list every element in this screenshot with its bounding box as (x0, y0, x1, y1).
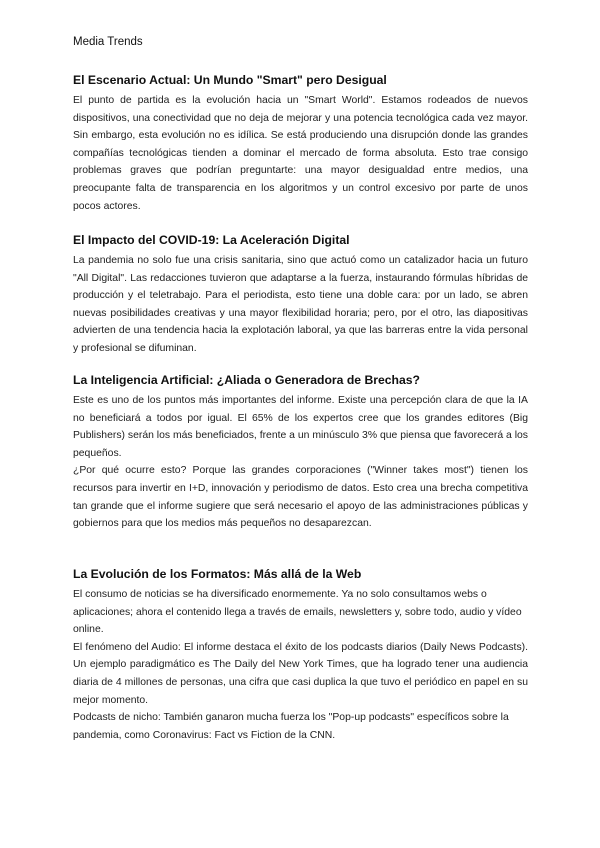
section-heading: La Inteligencia Artificial: ¿Aliada o Generadora de Brechas? (73, 373, 420, 387)
section-paragraph: Este es uno de los puntos más importantes del informe. Existe una percepción clara de que la IA no beneficiará a todos por igual. El 65% de los expertos cree que los grandes editores (Big Publishers) serán los más beneficiados, frente a un minúsculo 3% que piensa que favorecerá a los pequeños. (73, 395, 528, 459)
section-heading: El Escenario Actual: Un Mundo "Smart" pero Desigual (73, 73, 387, 87)
section-heading: El Impacto del COVID-19: La Aceleración Digital (73, 233, 350, 247)
section-covid-impact (73, 232, 528, 358)
section-paragraph: El punto de partida es la evolución hacia un "Smart World". Estamos rodeados de nuevos dispositivos, una conectividad que no deja de mejorar y una potencia tecnológica cada vez mayor. Sin embargo, esta evolución no es idílica. Se está produciendo una disrupción donde las grandes compañías tecnológicas tienden a dominar el mercado de forma absoluta. Esto trae consigo problemas graves que podrían preguntarte: una mayor desigualdad entre medios, una preocupante falta de transparencia en los algoritmos y un control excesivo por parte de unos pocos actores. (73, 95, 528, 212)
section-paragraph: La pandemia no solo fue una crisis sanitaria, sino que actuó como un catalizador hacia un futuro "All Digital". Las redacciones tuvieron que adaptarse a la fuerza, instaurando fórmulas híbridas de producción y el teletrabajo. Para el periodista, esto tiene una doble cara: por un lado, se abren nuevas posibilidades creativas y una mayor flexibilidad horaria; pero, por el otro, las diapositivas advierten de una tendencia hacia la explotación laboral, ya que las barreras entre la vida personal y profesional se difuminan. (73, 255, 528, 354)
section-smart-world (73, 72, 528, 215)
section-artificial-intelligence (73, 372, 528, 533)
section-format-evolution (73, 566, 528, 744)
section-heading: La Evolución de los Formatos: Más allá de la Web (73, 567, 362, 581)
section-paragraph: ¿Por qué ocurre esto? Porque las grandes corporaciones ("Winner takes most") tienen los recursos para invertir en I+D, innovación y periodismo de datos. Esto crea una brecha competitiva tan grande que el informe sugiere que será necesario el apoyo de las administraciones públicas y gobiernos para que los medios más pequeños no desaparezcan. (73, 465, 528, 530)
section-paragraph: Podcasts de nicho: También ganaron mucha fuerza los "Pop-up podcasts" específicos sobre la pandemia, como Coronavirus: Fact vs Fiction de la CNN. (73, 712, 509, 741)
section-paragraph: El consumo de noticias se ha diversificado enormemente. Ya no solo consultamos webs o aplicaciones; ahora el contenido llega a través de emails, newsletters y, sobre todo, audio y vídeo online. (73, 589, 522, 636)
document-title: Media Trends (73, 36, 143, 48)
section-paragraph: El fenómeno del Audio: El informe destaca el éxito de los podcasts diarios (Daily News Podcasts). Un ejemplo paradigmático es The Daily del New York Times, que ha logrado tener una audiencia diaria de 4 millones de personas, una cifra que casi duplica la que tuvo el periódico en papel en su mejor momento. (73, 641, 528, 706)
